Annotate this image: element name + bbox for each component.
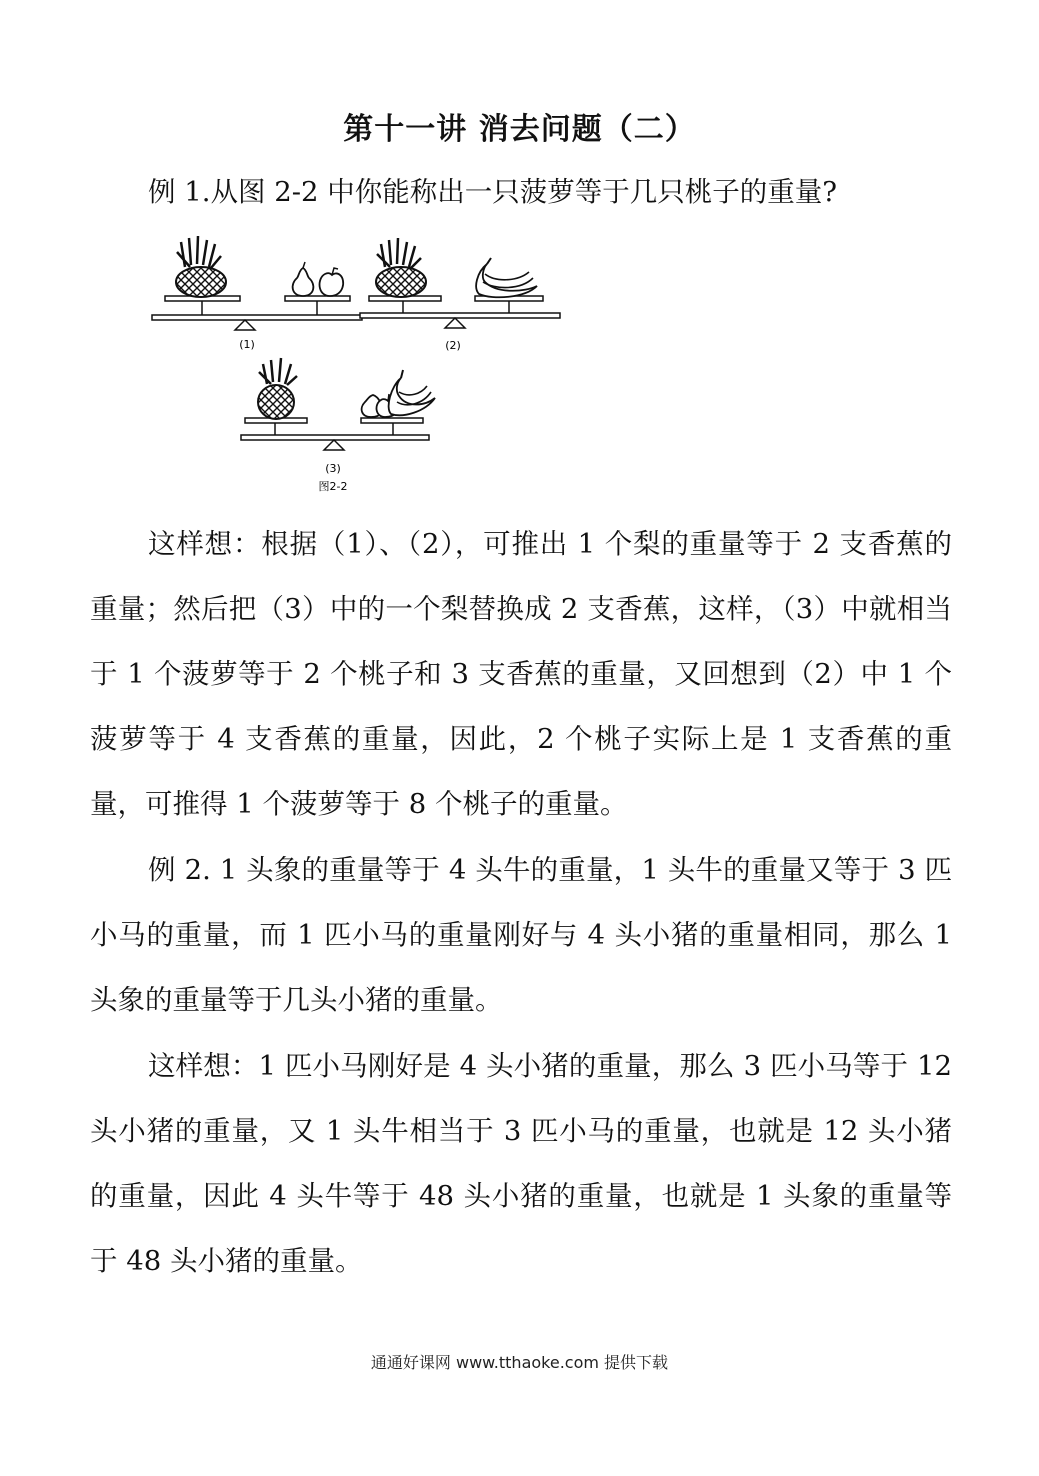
scale-1-label: (1) <box>239 338 255 351</box>
peach-icon <box>320 268 344 296</box>
scale-2-label: (2) <box>445 339 461 352</box>
pear-icon <box>293 262 314 296</box>
page-footer: 通通好课网 www.tthaoke.com 提供下载 <box>370 1353 669 1372</box>
bananas-icon <box>476 258 537 297</box>
figure-caption: 图2-2 <box>318 480 348 493</box>
scale-1 <box>152 236 362 351</box>
page-title: 第十一讲 消去问题（二） <box>343 112 696 147</box>
scale-3-label: (3) <box>325 462 341 475</box>
example-1-question: 例 1.从图 2-2 中你能称出一只菠萝等于几只桃子的重量? <box>148 176 837 208</box>
pineapple-icon <box>258 358 297 419</box>
example-1-solution: 这样想：根据（1）、（2），可推出 1 个梨的重量等于 2 支香蕉的重量；然后把（3）中的一个梨替换成 2 支香蕉，这样，（3）中就相当于 1 个菠萝等于 2 个桃子和 3 支香蕉的重量，又回想到（2）中 1 个菠萝等于 4 支香蕉的重量，因此，2 个桃子实际上是 1 支香蕉的重量，可推得 1 个菠萝等于 8 个桃子的重量。 <box>90 528 952 820</box>
balance-scales-illustration <box>145 232 565 502</box>
scale-3 <box>241 358 435 493</box>
example-2-question: 例 2. 1 头象的重量等于 4 头牛的重量，1 头牛的重量又等于 3 匹小马的重量，而 1 匹小马的重量刚好与 4 头小猪的重量相同，那么 1 头象的重量等于几头小猪的重量。 <box>90 854 952 1016</box>
pineapple-icon <box>376 238 426 297</box>
example-2-solution: 这样想：1 匹小马刚好是 4 头小猪的重量，那么 3 匹小马等于 12 头小猪的重量，又 1 头牛相当于 3 匹小马的重量，也就是 12 头小猪的重量，因此 4 头牛等于 48 头小猪的重量，也就是 1 头象的重量等于 48 头小猪的重量。 <box>90 1050 952 1277</box>
figure-2-2 <box>145 232 565 502</box>
scale-2 <box>360 238 560 352</box>
bananas-icon <box>389 370 435 415</box>
pineapple-icon <box>176 236 226 297</box>
